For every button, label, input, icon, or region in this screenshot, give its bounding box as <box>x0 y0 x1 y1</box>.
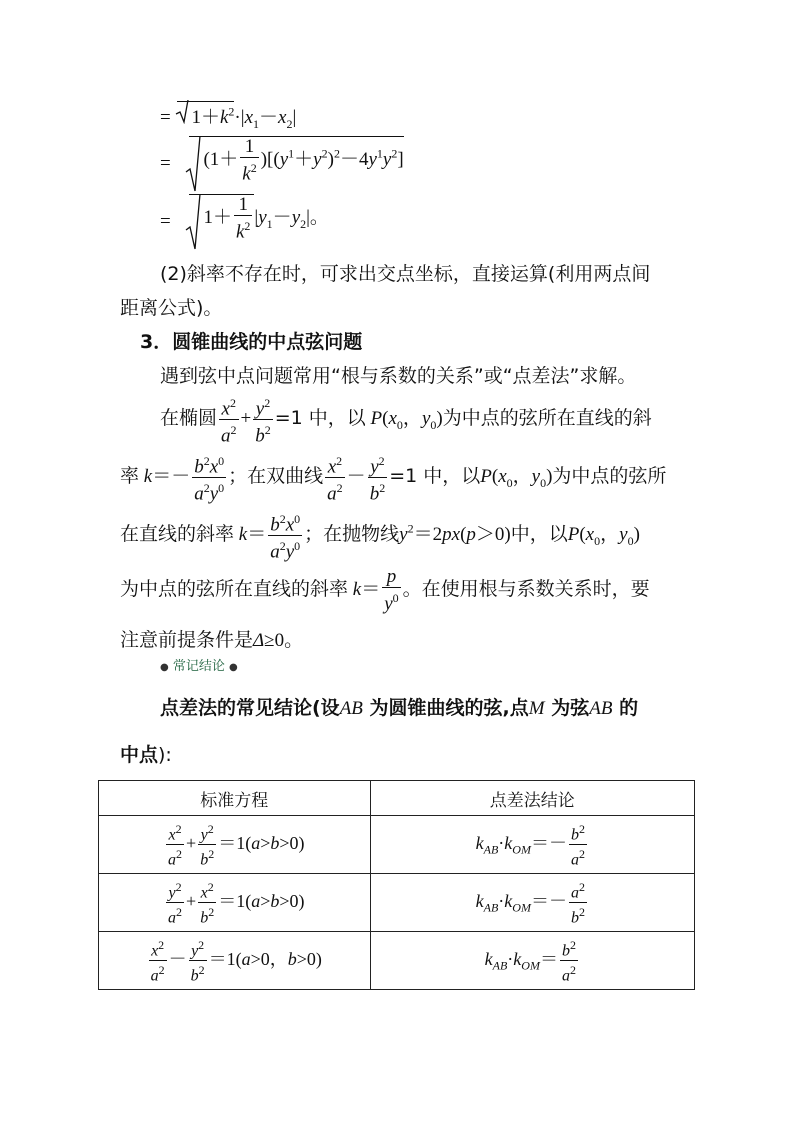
derivation-line-1: = $1+k^2\cdot|x_1-x_2|$ <box>160 101 296 132</box>
conclusion-heading-line2: 中点): <box>120 744 172 766</box>
equation-cell: $\frac{x^2}{a^2}$ － $\frac{y^2}{b^2}$ ＝1(a>0，b>0) <box>99 932 371 990</box>
table-row <box>99 874 695 932</box>
remember-tag-label: 常记结论 <box>172 659 225 674</box>
radical-sign <box>185 136 201 192</box>
table-row <box>99 932 695 990</box>
conclusion-heading-line1: 点差法的常见结论(设AB 为圆锥曲线的弦,点M 为弦AB 的 <box>160 697 639 719</box>
midpoint-line-5: 注意前提条件是Δ≥0。 <box>120 629 304 651</box>
para-slope-undefined-line1: (2)斜率不存在时，可求出交点坐标，直接运算(利用两点间 <box>160 263 651 285</box>
table-header: 标准方程 <box>99 781 371 816</box>
equation-cell: $\frac{x^2}{a^2}$ + $\frac{y^2}{b^2}$ ＝1(a>b>0) <box>99 816 371 874</box>
table-header: 点差法结论 <box>370 781 694 816</box>
equation-cell: $\frac{y^2}{a^2}$ + $\frac{x^2}{b^2}$ ＝1(a>b>0) <box>99 874 371 932</box>
derivation-line-3: = 1＋ $\frac{1}{k^2}$ $|y_1-y_2|$。 <box>160 194 329 242</box>
midpoint-line-1: 在椭圆 $\frac{x^2}{a^2}$ + $\frac{y^2}{b^2}$ =1 中，以 $P(x_0$，$y_0$)为中点的弦所在直线的斜 <box>160 393 652 447</box>
para-slope-undefined-line2: 距离公式)。 <box>120 297 223 319</box>
midpoint-line-3: 在直线的斜率 k＝ $\frac{b^2x^0}{a^2y^0}$ ；在抛物线$y^2=2px(p>0)$中，以$P(x_0$，$y_0$) <box>120 509 640 563</box>
conclusion-cell: $k_{AB}\cdot k_{OM}=$ $\frac{b^2}{a^2}$ <box>370 932 694 990</box>
bullet-icon: ● <box>160 662 169 673</box>
conclusion-table <box>98 780 695 990</box>
remember-tag <box>160 655 238 674</box>
derivation-line-2: = (1＋ $\frac{1}{k^2}$ )$[(y^1+y^2)^2-4y^1y^2]$ <box>160 136 404 184</box>
sqrt-expression: $1+k^2$ <box>177 101 234 129</box>
radical-sign <box>175 100 189 124</box>
table-header-row <box>99 781 695 816</box>
radical-sign <box>185 194 201 250</box>
section3-intro: 遇到弦中点问题常用“根与系数的关系”或“点差法”求解。 <box>160 365 637 387</box>
midpoint-line-2: 率 k＝－ $\frac{b^2x^0}{a^2y^0}$ ；在双曲线 $\frac{x^2}{a^2}$ － $\frac{y^2}{b^2}$ =1 中，以$P(x_0$，$y_0$)为中点的弦所 <box>120 451 666 505</box>
table-row <box>99 816 695 874</box>
sqrt-expression-large: (1＋ $\frac{1}{k^2}$ )$[(y^1+y^2)^2-4y^1y^2]$ <box>189 136 403 184</box>
bullet-icon: ● <box>229 662 238 673</box>
sqrt-expression: 1＋ $\frac{1}{k^2}$ <box>189 194 254 242</box>
conclusion-cell: $k_{AB}\cdot k_{OM}=-$ $\frac{a^2}{b^2}$ <box>370 874 694 932</box>
midpoint-line-4: 为中点的弦所在直线的斜率 k＝ $\frac{p}{y^0}$ 。在使用根与系数关系时，要 <box>120 566 650 615</box>
section3-title: 3．圆锥曲线的中点弦问题 <box>140 331 363 353</box>
conclusion-cell: $k_{AB}\cdot k_{OM}=-$ $\frac{b^2}{a^2}$ <box>370 816 694 874</box>
